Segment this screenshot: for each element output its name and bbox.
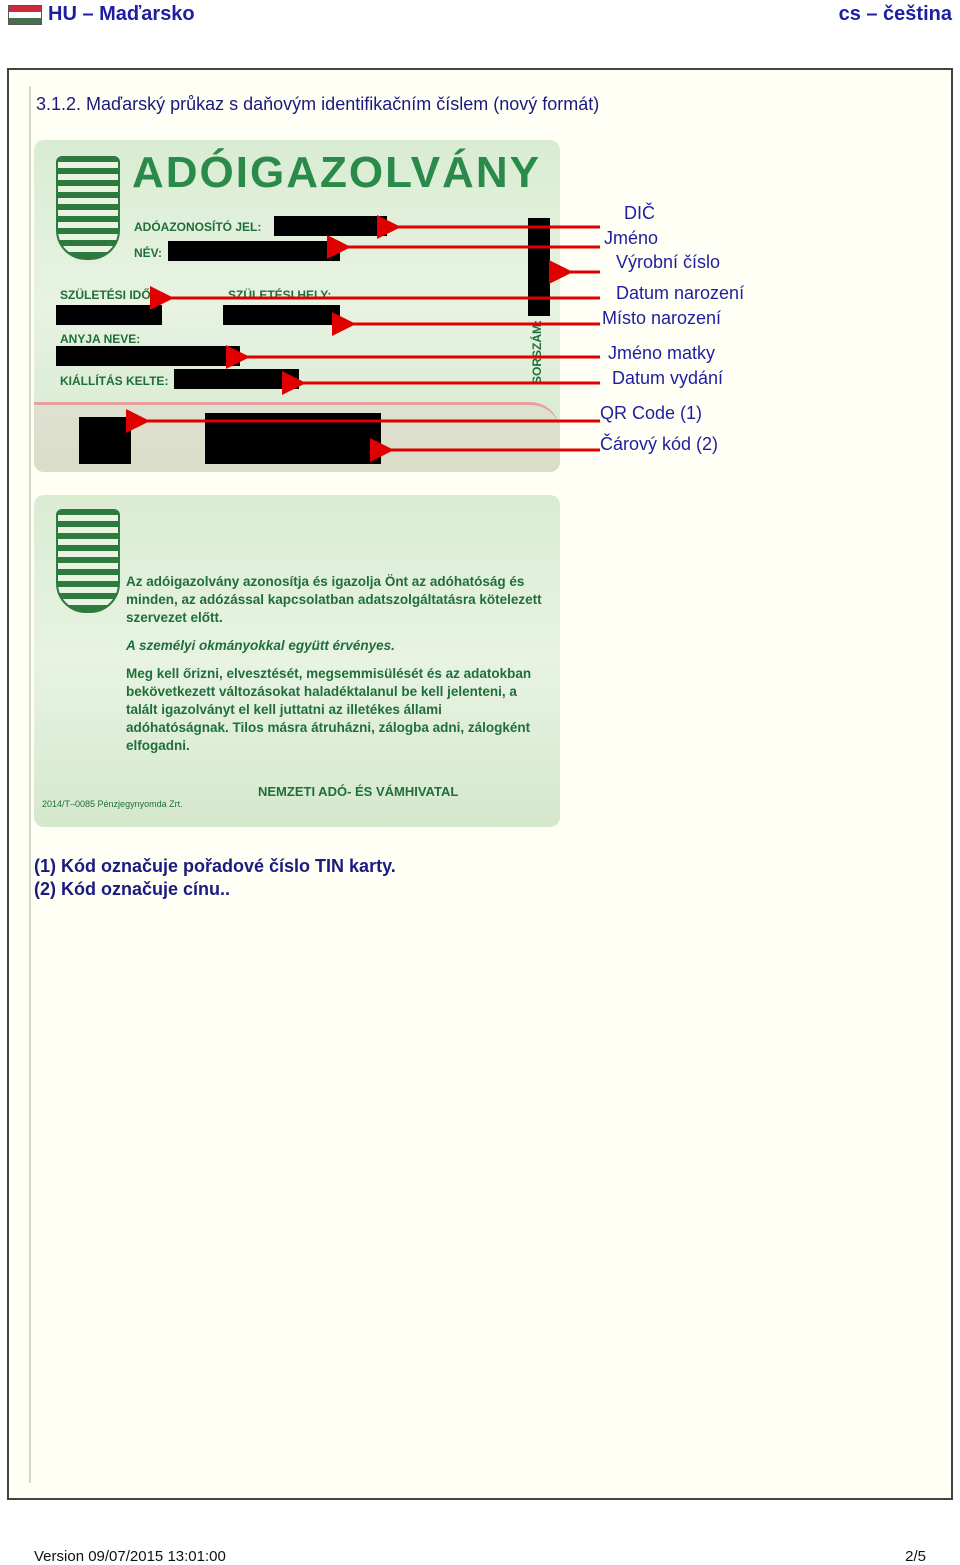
tax-card-front <box>34 140 560 472</box>
language-label: cs – čeština <box>838 3 952 25</box>
section-title: 3.1.2. Maďarský průkaz s daňovým identifikačním číslem (nový formát) <box>36 94 600 114</box>
hungary-flag-icon <box>8 5 42 25</box>
coat-of-arms-icon <box>56 156 120 260</box>
page-number: 2/5 <box>905 1548 926 1565</box>
label-jmeno-matky: Jméno matky <box>608 343 716 363</box>
note-2: (2) Kód označuje cínu.. <box>34 879 231 899</box>
coat-of-arms-icon <box>56 509 120 613</box>
redacted-mother-name <box>56 346 240 366</box>
field-name: NÉV: <box>134 246 163 260</box>
note-1: (1) Kód označuje pořadové číslo TIN karty. <box>34 856 396 876</box>
version-text: Version 09/07/2015 13:01:00 <box>34 1548 226 1565</box>
country-label: HU – Maďarsko <box>48 3 195 25</box>
redacted-serial <box>528 218 550 316</box>
field-serial: SORSZÁM: <box>530 320 544 384</box>
label-datum-vydani: Datum vydání <box>612 368 724 388</box>
field-birth-place: SZÜLETÉSI HELY: <box>228 288 332 302</box>
redacted-barcode <box>205 413 381 464</box>
field-issue-date: KIÁLLÍTÁS KELTE: <box>60 374 169 388</box>
field-mother-name: ANYJA NEVE: <box>60 332 141 346</box>
back-paragraph: Meg kell őrizni, elvesztését, megsemmisülését és az adatokban bekövetkezett változásokat haladéktalanul be kell jelenteni, a talált igazolványt el kell juttatni az illetékes állami adóhatóságnak. Tilos másra átruházni, zálogba adni, zálogként elfogadni. <box>126 666 532 753</box>
field-birth-date: SZÜLETÉSI IDŐ: <box>60 288 155 302</box>
redacted-tax-id <box>274 216 387 236</box>
tax-card-back <box>34 495 560 827</box>
field-tax-id: ADÓAZONOSÍTÓ JEL: <box>134 220 262 234</box>
back-paragraph: A személyi okmányokkal együtt érvényes. <box>126 638 395 653</box>
label-vyrobni-cislo: Výrobní číslo <box>616 252 721 272</box>
guide-line <box>29 86 31 1483</box>
back-paragraph: Az adóigazolvány azonosítja és igazolja Önt az adóhatóság és minden, az adózással kapcsolatban adatszolgáltatásra kötelezett szervezet előtt. <box>126 574 542 625</box>
authority-name: NEMZETI ADÓ- ÉS VÁMHIVATAL <box>258 784 459 799</box>
label-misto-narozeni: Místo narození <box>602 308 722 328</box>
label-jmeno: Jméno <box>604 228 659 248</box>
label-qr-code: QR Code (1) <box>600 403 703 423</box>
label-carovy-kod: Čárový kód (2) <box>600 434 719 454</box>
label-dic: DIČ <box>624 203 655 223</box>
label-datum-narozeni: Datum narození <box>616 283 745 303</box>
redacted-qr-code <box>79 417 131 464</box>
card-title: ADÓIGAZOLVÁNY <box>132 148 541 197</box>
printer-mark: 2014/T–0085 Pénzjegynyomda Zrt. <box>42 799 183 809</box>
redacted-name <box>168 241 340 261</box>
header-country <box>8 3 195 26</box>
redacted-issue-date <box>174 369 299 389</box>
redacted-birth-date <box>56 305 162 325</box>
redacted-birth-place <box>223 305 340 325</box>
card-back-text <box>126 573 546 765</box>
